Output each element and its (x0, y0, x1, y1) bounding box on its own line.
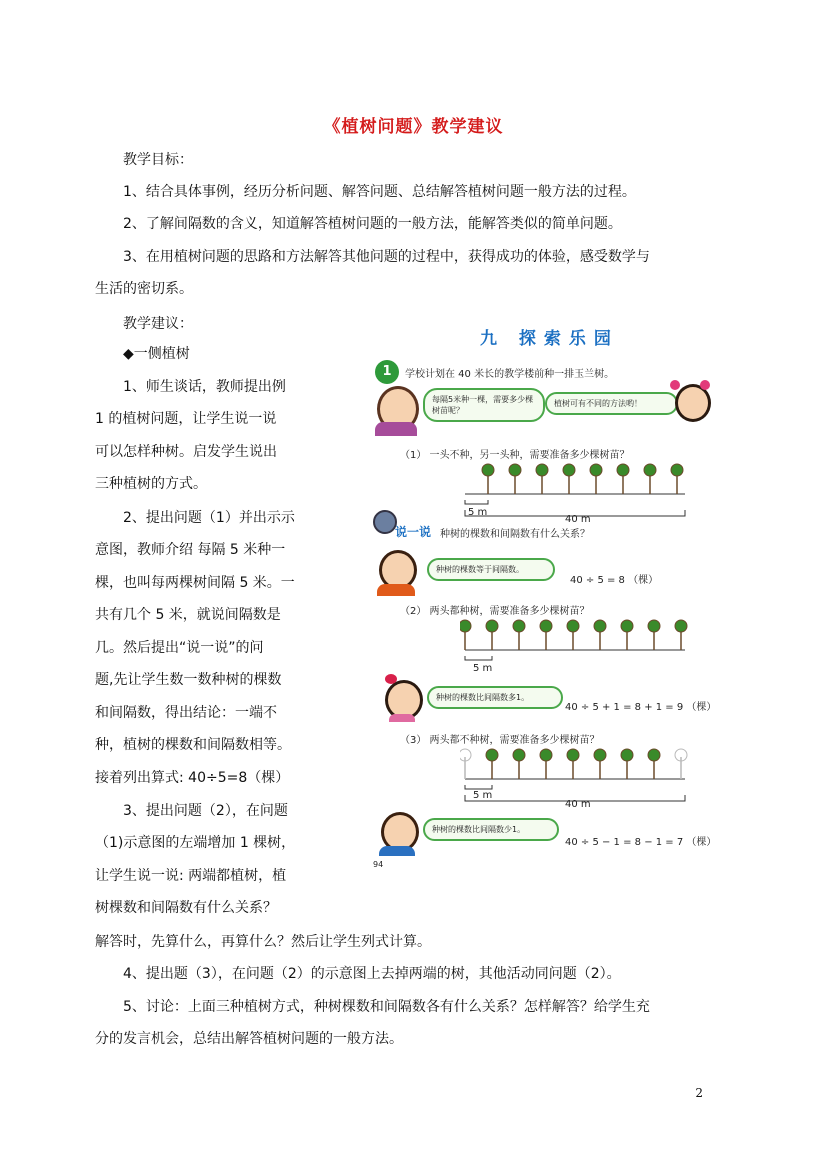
boy-clothes (379, 846, 415, 856)
section-heading: ◆一侧植树 (123, 346, 190, 362)
segment-label: 5 m (473, 790, 493, 801)
segment-label: 5 m (468, 507, 488, 518)
narrow-line: 1、师生谈话，教师提出例 (123, 379, 286, 395)
narrow-line: 树棵数和间隔数有什么关系？ (95, 900, 277, 916)
narrow-line: 三种植树的方式。 (95, 476, 207, 492)
narrow-line: 和间隔数，得出结论：一端不 (95, 705, 277, 721)
textbook-figure (365, 318, 717, 878)
girl-clothes (389, 714, 415, 722)
narrow-line: 让学生说一说: 两端都植树，植 (95, 868, 287, 884)
goal-1: 1、结合具体事例，经历分析问题、解答问题、总结解答植树问题一般方法的过程。 (123, 184, 636, 200)
goal-2: 2、了解间隔数的含义，知道解答植树问题的一般方法，能解答类似的简单问题。 (123, 216, 622, 232)
narrow-line: 棵，也叫每两棵树间隔 5 米。一 (95, 575, 295, 591)
boy-clothes (377, 584, 415, 596)
teacher-clothes (375, 422, 417, 436)
answer-bubble-1: 种树的棵数等于间隔数。 (427, 558, 555, 581)
narrow-line: 种，植树的棵数和间隔数相等。 (95, 737, 291, 753)
example-number-badge: 1 (375, 360, 399, 384)
full-line: 5、讨论：上面三种植树方式，种树棵数和间隔数各有什么关系？怎样解答？给学生充 (123, 999, 650, 1015)
hair-bow-icon (700, 380, 710, 390)
answer-bubble-3: 种树的棵数比间隔数少1。 (423, 818, 559, 841)
full-line: 分的发言机会，总结出解答植树问题的一般方法。 (95, 1031, 403, 1047)
goals-heading: 教学目标： (123, 152, 193, 168)
total-label: 40 m (565, 514, 591, 525)
question-2: （2） 两头都种树，需要准备多少棵树苗？ (400, 606, 590, 617)
formula-2: 40 ÷ 5 + 1 = 8 + 1 = 9 （棵） (565, 702, 717, 713)
segment-label: 5 m (473, 663, 493, 674)
book-page-number: 94 (373, 860, 384, 869)
example-text: 学校计划在 40 米长的教学楼前种一排玉兰树。 (405, 369, 615, 380)
shuo-label: 说一说 (395, 525, 432, 539)
speech-bubble: 植树可有不同的方法哟！ (545, 392, 678, 415)
shuo-question: 种树的棵数和间隔数有什么关系？ (440, 529, 590, 540)
microphone-icon (373, 510, 397, 534)
unit-title: 九 探索乐园 (480, 329, 619, 349)
full-line: 解答时，先算什么，再算什么？然后让学生列式计算。 (95, 934, 431, 950)
suggest-heading: 教学建议： (123, 316, 193, 332)
goal-3-cont: 生活的密切系。 (95, 281, 193, 297)
narrow-line: （1)示意图的左端增加 1 棵树， (95, 835, 296, 851)
total-label: 40 m (565, 799, 591, 810)
hair-bow-icon (385, 674, 397, 684)
narrow-line: 3、提出问题（2），在问题 (123, 803, 288, 819)
narrow-line: 题,先让学生数一数种树的棵数 (95, 672, 282, 688)
narrow-line: 1 的植树问题，让学生说一说 (95, 411, 277, 427)
question-3: （3） 两头都不种树，需要准备多少棵树苗？ (400, 735, 600, 746)
narrow-line: 共有几个 5 米，就说间隔数是 (95, 607, 281, 623)
narrow-line: 接着列出算式: 40÷5=8（棵） (95, 770, 290, 786)
full-line: 4、提出题（3），在问题（2）的示意图上去掉两端的树，其他活动同问题（2）。 (123, 966, 621, 982)
narrow-line: 几。然后提出“说一说”的问 (95, 640, 264, 656)
goal-3: 3、在用植树问题的思路和方法解答其他问题的过程中，获得成功的体验，感受数学与 (123, 249, 650, 265)
answer-bubble-2: 种树的棵数比间隔数多1。 (427, 686, 563, 709)
formula-1: 40 ÷ 5 = 8 （棵） (570, 575, 659, 586)
hair-bow-icon (670, 380, 680, 390)
narrow-line: 2、提出问题（1）并出示示 (123, 510, 295, 526)
narrow-line: 可以怎样种树。启发学生说出 (95, 444, 277, 460)
page-number: 2 (695, 1086, 703, 1100)
narrow-line: 意图，教师介绍 每隔 5 米种一 (95, 542, 286, 558)
page-title: 《植树问题》教学建议 (323, 117, 504, 137)
formula-3: 40 ÷ 5 − 1 = 8 − 1 = 7 （棵） (565, 837, 717, 848)
question-1: （1） 一头不种，另一头种，需要准备多少棵树苗？ (400, 450, 630, 461)
tree-diagram-2 (460, 614, 690, 674)
speech-bubble: 每隔5米种一棵，需要多少棵树苗呢？ (423, 388, 545, 422)
